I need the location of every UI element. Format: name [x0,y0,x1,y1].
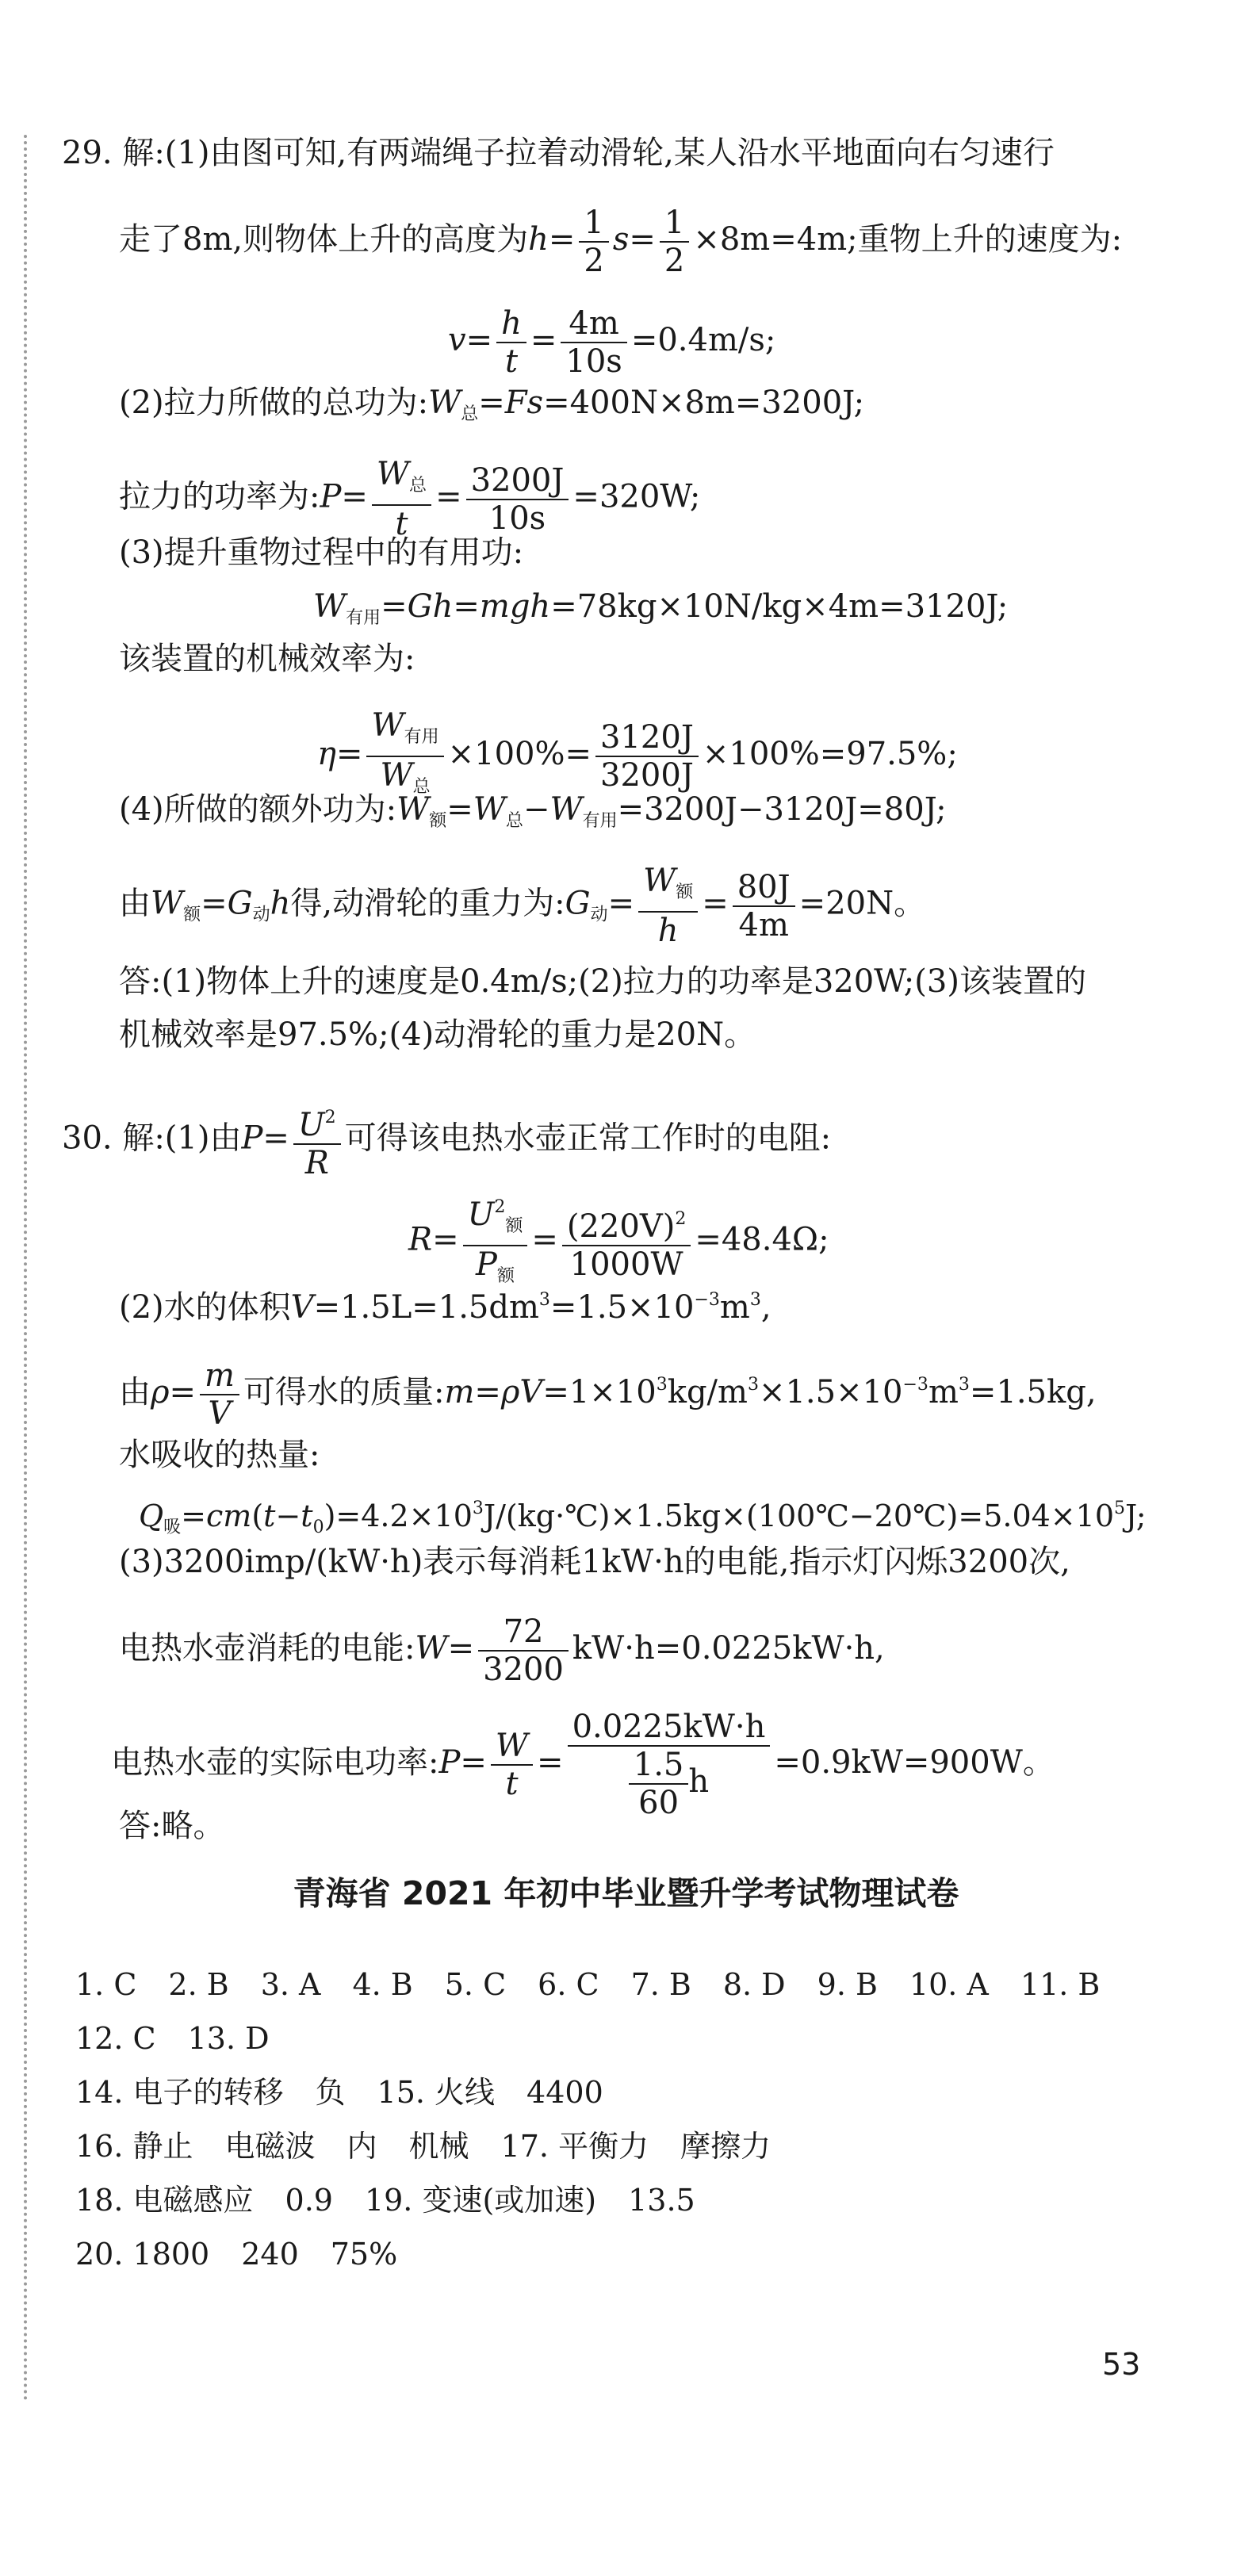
superscript: −3 [902,1375,928,1395]
text: =1×10 [542,1374,657,1410]
subscript: 有用 [582,811,618,831]
text: )=4.2×10 [324,1499,473,1533]
fraction [595,719,699,794]
text: = [548,221,576,258]
answer: 75% [330,2237,398,2272]
var-w: W [376,456,410,492]
fraction-denominator: 1000W [569,1246,683,1283]
subscript: 额 [676,882,694,902]
text: = [629,221,656,258]
q30-line-9 [111,1709,1055,1821]
fraction-numerator: 4m [561,305,626,343]
text: = [432,1221,459,1258]
var-p: P [438,1744,461,1781]
subscript: 总 [409,476,427,496]
text: =48.4Ω; [695,1221,829,1258]
answer-row-3 [75,2073,603,2112]
answer: 17. 平衡力 [500,2129,649,2164]
text: = [181,1499,207,1533]
text: (2)水的体积 [119,1289,291,1326]
fraction-denominator: 60 [638,1785,680,1821]
text: = [201,885,228,922]
var-rho: ρ [151,1374,170,1410]
fraction [491,1728,533,1802]
answer-row-1 [75,1965,1100,2004]
text: = [381,588,408,625]
fraction-denominator: 2 [664,243,685,279]
page-number: 53 [1102,2347,1141,2382]
var-g: G [227,885,253,922]
text: = [341,478,368,515]
superscript: −3 [694,1290,720,1310]
fraction-numerator [366,707,443,757]
q30-line-1 [62,1100,831,1181]
answer: 7. B [630,1967,691,2002]
text: kg/m [667,1374,748,1410]
subscript: 额 [183,905,201,925]
q30-line-10 [119,1806,224,1846]
fraction-denominator: t [505,1766,519,1802]
text: = [530,322,557,358]
nested-fraction [629,1747,689,1821]
superscript: 3 [958,1375,970,1395]
var-m: m [444,1374,475,1410]
text: ( [251,1499,264,1533]
var-w: W [380,757,413,794]
answer-row-4 [75,2126,771,2166]
answer: 2. B [168,1967,229,2002]
text: = [453,588,480,625]
var-h: h [270,885,291,922]
text: = [465,322,493,358]
subscript: 额 [496,1266,515,1286]
binding-margin-dots [24,135,27,2402]
text: 拉力的功率为: [119,478,320,515]
text: m [719,1289,750,1326]
text: (3)提升重物过程中的有用功: [119,534,524,571]
answer: 10. A [909,1967,989,2002]
text: = [607,885,635,922]
fraction [466,462,569,537]
text: = [460,1744,487,1781]
var-gh: Gh [407,588,454,625]
text: − [275,1499,301,1533]
answer: 机械 [408,2129,469,2164]
answer: 摩擦力 [680,2129,771,2164]
answer-row-2 [75,2019,270,2058]
subscript: 总 [461,404,479,424]
var-w: W [396,791,430,828]
q29-line-10 [119,790,947,841]
q29-line-13 [119,1015,756,1055]
var-v: v [448,322,466,358]
answer: 9. B [817,1967,878,2002]
var-w: W [371,707,404,744]
fraction-numerator: 3120J [595,719,699,757]
fraction-numerator: 0.0225kW·h [568,1709,771,1747]
var-mgh: mgh [479,588,551,625]
text: =1.5×10 [549,1289,695,1326]
text: (4)所做的额外功为: [119,791,397,828]
answer: 20. 1800 [75,2237,210,2272]
text: = [478,385,505,421]
fraction [638,863,698,949]
text: = [169,1374,197,1410]
text: 水吸收的热量: [119,1437,320,1473]
var-r: R [408,1221,433,1258]
var-v: V [290,1289,314,1326]
answer: 4400 [526,2075,603,2110]
exam-heading: 青海省 2021 年初中毕业暨升学考试物理试卷 [293,1874,959,1912]
answer: 11. B [1020,1967,1101,2002]
fraction-numerator [293,1100,341,1145]
text: ×100%= [447,736,592,772]
fraction-numerator: 80J [733,869,795,907]
text: 可得该电热水壶正常工作时的电阻: [344,1120,832,1157]
var-cm: cm [206,1499,252,1533]
var-w: W [428,385,461,421]
fraction-denominator: 2 [584,243,604,279]
text: 走了8m,则物体上升的高度为 [119,221,529,258]
text: = [335,736,363,772]
fraction [463,1189,528,1295]
fraction [496,305,526,380]
text: 答:(1)物体上升的速度是0.4m/s;(2)拉力的功率是320W;(3)该装置的 [119,963,1086,1000]
text: h [688,1763,710,1800]
text: 电热水壶消耗的电能: [119,1630,415,1667]
text: = [537,1744,564,1781]
fraction [561,305,626,380]
fraction-numerator: h [496,305,526,343]
subscript: 额 [429,811,447,831]
answer: 负 [315,2075,346,2110]
fraction-denominator: R [304,1145,329,1181]
superscript: 3 [749,1290,761,1310]
answer: 5. C [444,1967,507,2002]
fraction-numerator [562,1201,691,1246]
fraction [733,869,795,944]
q29-line-8 [119,639,415,679]
superscript: 3 [538,1290,550,1310]
q30-line-4 [119,1357,1097,1432]
fraction [579,205,608,279]
var-p: P [320,478,342,515]
text: 电热水壶的实际电功率: [111,1744,439,1781]
text: kW·h=0.0225kW·h, [572,1630,885,1667]
var-t: t [301,1499,313,1533]
answer: 电磁波 [224,2129,316,2164]
subscript: 总 [505,811,523,831]
var-w: W [151,885,184,922]
answer: 18. 电磁感应 [75,2183,254,2218]
fraction-numerator: m [200,1357,239,1395]
fraction-numerator: 1 [579,205,608,243]
q29-line-6 [119,533,523,572]
subscript: 动 [590,905,608,925]
answer: 13. D [187,2021,270,2056]
answer-row-5 [75,2180,695,2220]
text: ×8m=4m;重物上升的速度为: [693,221,1123,258]
text: =0.9kW=900W。 [774,1744,1055,1781]
text: 30. 解:(1)由 [62,1120,242,1157]
text: =320W; [572,478,701,515]
var-fs: Fs [504,385,544,421]
fraction-numerator [372,456,431,506]
fraction-numerator: W [491,1728,533,1766]
fraction-numerator: 3200J [466,462,569,500]
var-w: W [313,588,347,625]
var-q: Q [139,1499,164,1533]
var-w: W [415,1630,448,1667]
fraction-numerator [638,863,698,913]
superscript: 5 [1114,1499,1125,1518]
subscript: 有用 [346,608,381,628]
var-u: U [297,1107,325,1143]
q29-line-11 [119,863,925,949]
var-rho-v: ρV [500,1374,543,1410]
text: = [531,1221,558,1258]
text: (3)3200imp/(kW·h)表示每消耗1kW·h的电能,指示灯闪烁3200次, [119,1544,1070,1580]
answer: 6. C [538,1967,599,2002]
var-w: W [549,791,583,828]
fraction-numerator: 1 [660,205,689,243]
fraction-denominator: 3200 [483,1652,564,1688]
fraction-numerator: 72 [478,1613,569,1652]
subscript: 动 [252,905,270,925]
text: J/(kg·℃)×1.5kg×(100℃−20℃)=5.04×10 [483,1499,1114,1533]
answer: 16. 静止 [75,2129,193,2164]
fraction [293,1100,341,1181]
answer: 13.5 [628,2183,695,2218]
superscript: 3 [472,1499,484,1518]
answer: 19. 变速(或加速) [364,2183,597,2218]
fraction [568,1709,771,1821]
text: = [702,885,729,922]
text: 由 [119,885,151,922]
fraction-denominator [568,1747,771,1821]
answer: 1. C [75,1967,137,2002]
text: , [760,1289,771,1326]
var-p: P [476,1246,497,1283]
fraction [478,1613,569,1688]
var-eta: η [317,736,336,772]
var-w: W [473,791,506,828]
answer: 4. B [352,1967,413,2002]
text: 该装置的机械效率为: [119,641,415,677]
superscript: 2 [494,1197,506,1217]
superscript: 2 [324,1108,336,1127]
text: (2)拉力所做的总功为: [119,385,429,421]
text: 得,动滑轮的重力为: [290,885,565,922]
answer: 0.9 [285,2183,333,2218]
q29-line-3 [448,305,775,380]
fraction-denominator: 4m [738,906,789,944]
q29-line-4 [119,383,864,434]
text: m [928,1374,959,1410]
fraction-denominator: 10s [488,500,546,537]
var-u: U [467,1196,495,1233]
text: =0.4m/s; [630,322,776,358]
answer: 3. A [260,1967,321,2002]
q29-text: 29. 解:(1)由图可知,有两端绳子拉着动滑轮,某人沿水平地面向右匀速行 [62,135,1055,171]
text: J; [1125,1499,1147,1533]
text: = [446,791,473,828]
text: =20N。 [798,885,926,922]
text: 可得水的质量: [243,1374,445,1410]
answer: 240 [241,2237,299,2272]
fraction [660,205,689,279]
text: 机械效率是97.5%;(4)动滑轮的重力是20N。 [119,1016,756,1053]
answer: 内 [347,2129,377,2164]
text: = [474,1374,501,1410]
fraction-numerator: 1.5 [629,1747,689,1785]
q29-line-2 [119,205,1122,279]
answer-row-6 [75,2234,397,2274]
text: =78kg×10N/kg×4m=3120J; [550,588,1009,625]
fraction [200,1357,239,1432]
q30-line-7 [119,1542,1070,1582]
q29-line-1 [62,133,1055,173]
fraction-denominator: t [504,343,519,380]
text: ×1.5×10 [758,1374,903,1410]
answer: 8. D [722,1967,786,2002]
text: 由 [119,1374,151,1410]
var-h: h [528,221,549,258]
superscript: 3 [747,1375,759,1395]
subscript: 有用 [404,727,439,747]
var-g: G [565,885,591,922]
var-t: t [263,1499,276,1533]
answer: 12. C [75,2021,156,2056]
subscript: 吸 [163,1518,182,1537]
fraction-denominator: 3200J [600,757,694,794]
q30-line-3 [119,1280,771,1327]
subscript: 额 [505,1216,523,1236]
subscript: 总 [412,777,431,797]
superscript: 2 [675,1209,687,1229]
fraction-numerator [463,1189,528,1246]
var-w: W [643,863,676,899]
answer: 15. 火线 [377,2075,496,2110]
fraction-denominator: V [208,1395,232,1432]
q29-line-12 [119,962,1086,1001]
text: ×100%=97.5%; [702,736,958,772]
fraction [372,456,431,542]
text: =1.5L=1.5dm [313,1289,539,1326]
q29-line-5 [119,456,700,542]
q30-line-5 [119,1435,320,1475]
text: =400N×8m=3200J; [543,385,865,421]
fraction-denominator: 10s [565,343,622,380]
text: = [262,1120,289,1157]
q30-line-8 [119,1613,885,1688]
superscript: 3 [656,1375,668,1395]
q29-line-7 [313,587,1008,638]
text: = [447,1630,475,1667]
fraction [562,1201,691,1283]
text: − [523,791,550,828]
text: (220V) [566,1208,676,1245]
subscript: 0 [312,1518,324,1537]
var-p: P [241,1120,263,1157]
text: = [435,478,462,515]
var-s: s [612,221,630,258]
fraction-denominator: h [657,913,679,949]
text: =1.5kg, [969,1374,1097,1410]
fraction-denominator: t [395,506,408,542]
q30-line-2 [408,1189,829,1295]
answer: 14. 电子的转移 [75,2075,284,2110]
text: =3200J−3120J=80J; [617,791,947,828]
text: 答:略。 [119,1808,225,1844]
q30-line-6 [139,1489,1147,1548]
